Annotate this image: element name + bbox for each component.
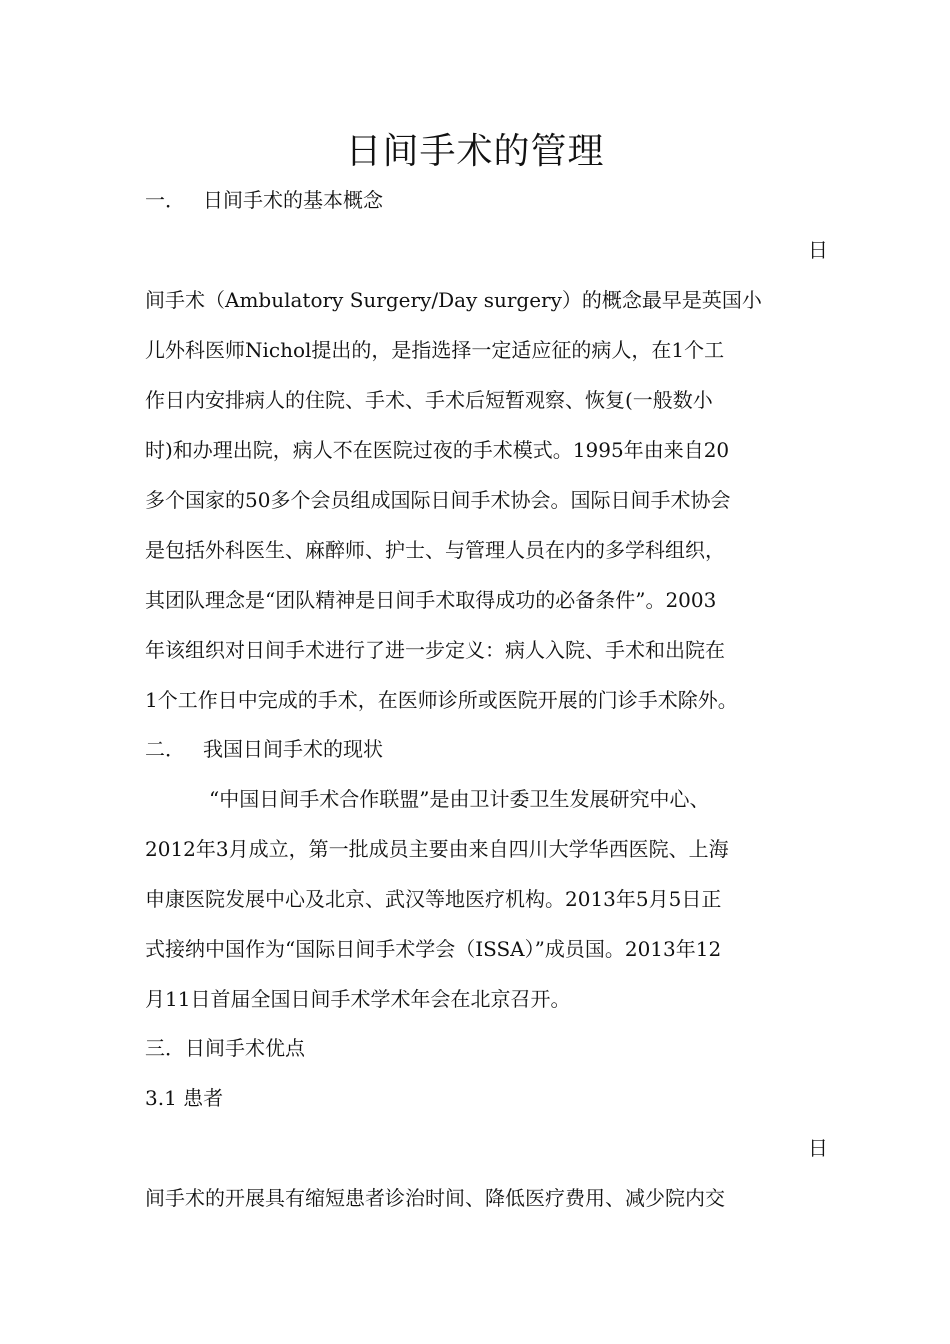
paragraph-line: 式接纳中国作为“国际日间手术学会（ISSA）”成员国。2013年12 [145, 937, 722, 961]
paragraph-line: 月11日首届全国日间手术学术年会在北京召开。 [145, 987, 571, 1011]
paragraph-line: 时)和办理出院，病人不在医院过夜的手术模式。1995年由来自20 [145, 438, 730, 462]
paragraph-line: 年该组织对日间手术进行了进一步定义：病人入院、手术和出院在 [145, 638, 725, 662]
section-1-heading-text: 日间手术的基本概念 [203, 188, 383, 212]
document-title: 日间手术的管理 [345, 131, 605, 172]
paragraph-line: 多个国家的50多个会员组成国际日间手术协会。国际日间手术协会 [145, 488, 731, 512]
paragraph-line: 儿外科医师Nichol提出的，是指选择一定适应征的病人，在1个工 [145, 338, 725, 362]
section-1-lead-char: 日 [808, 238, 828, 262]
paragraph-line: 其团队理念是“团队精神是日间手术取得成功的必备条件”。2003 [145, 588, 717, 612]
paragraph-line: 间手术的开展具有缩短患者诊治时间、降低医疗费用、减少院内交 [145, 1186, 725, 1210]
paragraph-line: 间手术（Ambulatory Surgery/Day surgery）的概念最早是英国小 [145, 288, 762, 312]
section-3-1-heading: 3.1 患者 [145, 1086, 224, 1110]
section-2-number: 二． [145, 737, 185, 761]
paragraph-line: 是包括外科医生、麻醉师、护士、与管理人员在内的多学科组织， [145, 538, 725, 562]
section-1-number: 一． [145, 188, 185, 212]
section-1-heading [145, 185, 383, 215]
section-2-heading-text: 我国日间手术的现状 [203, 737, 383, 761]
paragraph-line: 2012年3月成立，第一批成员主要由来自四川大学华西医院、上海 [145, 837, 729, 861]
section-3-heading: 三．日间手术优点 [145, 1036, 305, 1060]
paragraph-first-line [145, 784, 709, 814]
paragraph-line: 1个工作日中完成的手术，在医师诊所或医院开展的门诊手术除外。 [145, 688, 738, 712]
paragraph-line-text: “中国日间手术合作联盟”是由卫计委卫生发展研究中心、 [209, 787, 710, 811]
paragraph-line: 作日内安排病人的住院、手术、手术后短暂观察、恢复(一般数小 [145, 388, 713, 412]
paragraph-line: 申康医院发展中心及北京、武汉等地医疗机构。2013年5月5日正 [145, 887, 722, 911]
section-2-heading [145, 734, 383, 764]
section-3-lead-char: 日 [808, 1136, 828, 1160]
